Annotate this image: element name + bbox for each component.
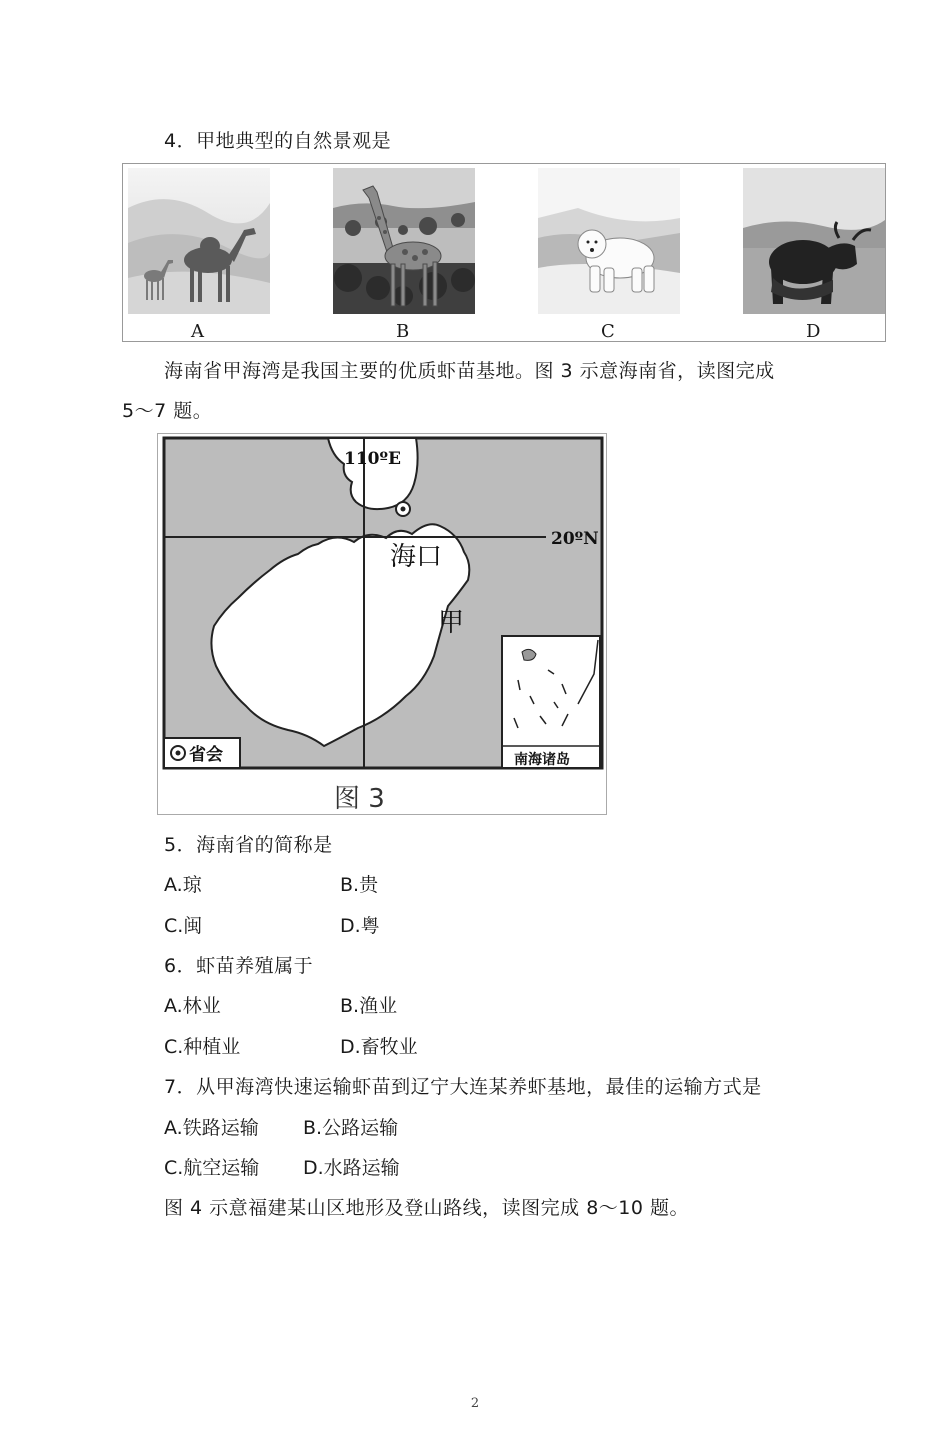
intro-line-1: 海南省甲海湾是我国主要的优质虾苗基地。图 3 示意海南省，读图完成 [164,360,775,382]
q5-option-b: B.贵 [340,874,379,896]
q6-option-a: A.林业 [164,995,221,1017]
hainan-map [158,434,606,814]
figure-4-intro: 图 4 示意福建某山区地形及登山路线，读图完成 8～10 题。 [164,1197,690,1219]
photo-label-a: A [191,321,204,342]
q7-option-c: C.航空运输 [164,1157,260,1179]
q7-option-d: D.水路运输 [303,1157,400,1179]
longitude-label: 110ºE [344,449,401,469]
page-number: 2 [470,1396,480,1411]
inset-label: 南海诸岛 [514,752,570,768]
legend-label: 省会 [189,745,223,765]
q7-option-b: B.公路运输 [303,1117,399,1139]
q5-option-c: C.闽 [164,915,203,937]
q7-option-a: A.铁路运输 [164,1117,259,1139]
q5-option-d: D.粤 [340,915,380,937]
latitude-label: 20ºN [551,529,599,549]
photo-label-c: C [601,321,615,342]
map-figure-3 [157,433,607,815]
question-6: 6．虾苗养殖属于 [164,955,314,977]
intro-line-2: 5～7 题。 [122,400,213,422]
photo-polar-bear-ice [538,168,680,314]
q6-option-c: C.种植业 [164,1036,241,1058]
q6-option-d: D.畜牧业 [340,1036,418,1058]
q6-option-b: B.渔业 [340,995,398,1017]
place-label: 甲 [438,608,465,638]
photo-giraffe-savanna [333,168,475,314]
photo-label-b: B [396,321,410,342]
city-label: 海口 [390,542,443,572]
photo-camel-desert [128,168,270,314]
photo-yak-plateau [743,168,885,314]
photo-label-d: D [806,321,821,342]
q5-option-a: A.琼 [164,874,202,896]
figure-caption: 图 3 [334,784,385,814]
question-7: 7．从甲海湾快速运输虾苗到辽宁大连某养虾基地，最佳的运输方式是 [164,1076,762,1098]
question-5: 5．海南省的简称是 [164,834,333,856]
photo-options-panel [122,163,886,342]
question-4: 4．甲地典型的自然景观是 [164,130,392,152]
